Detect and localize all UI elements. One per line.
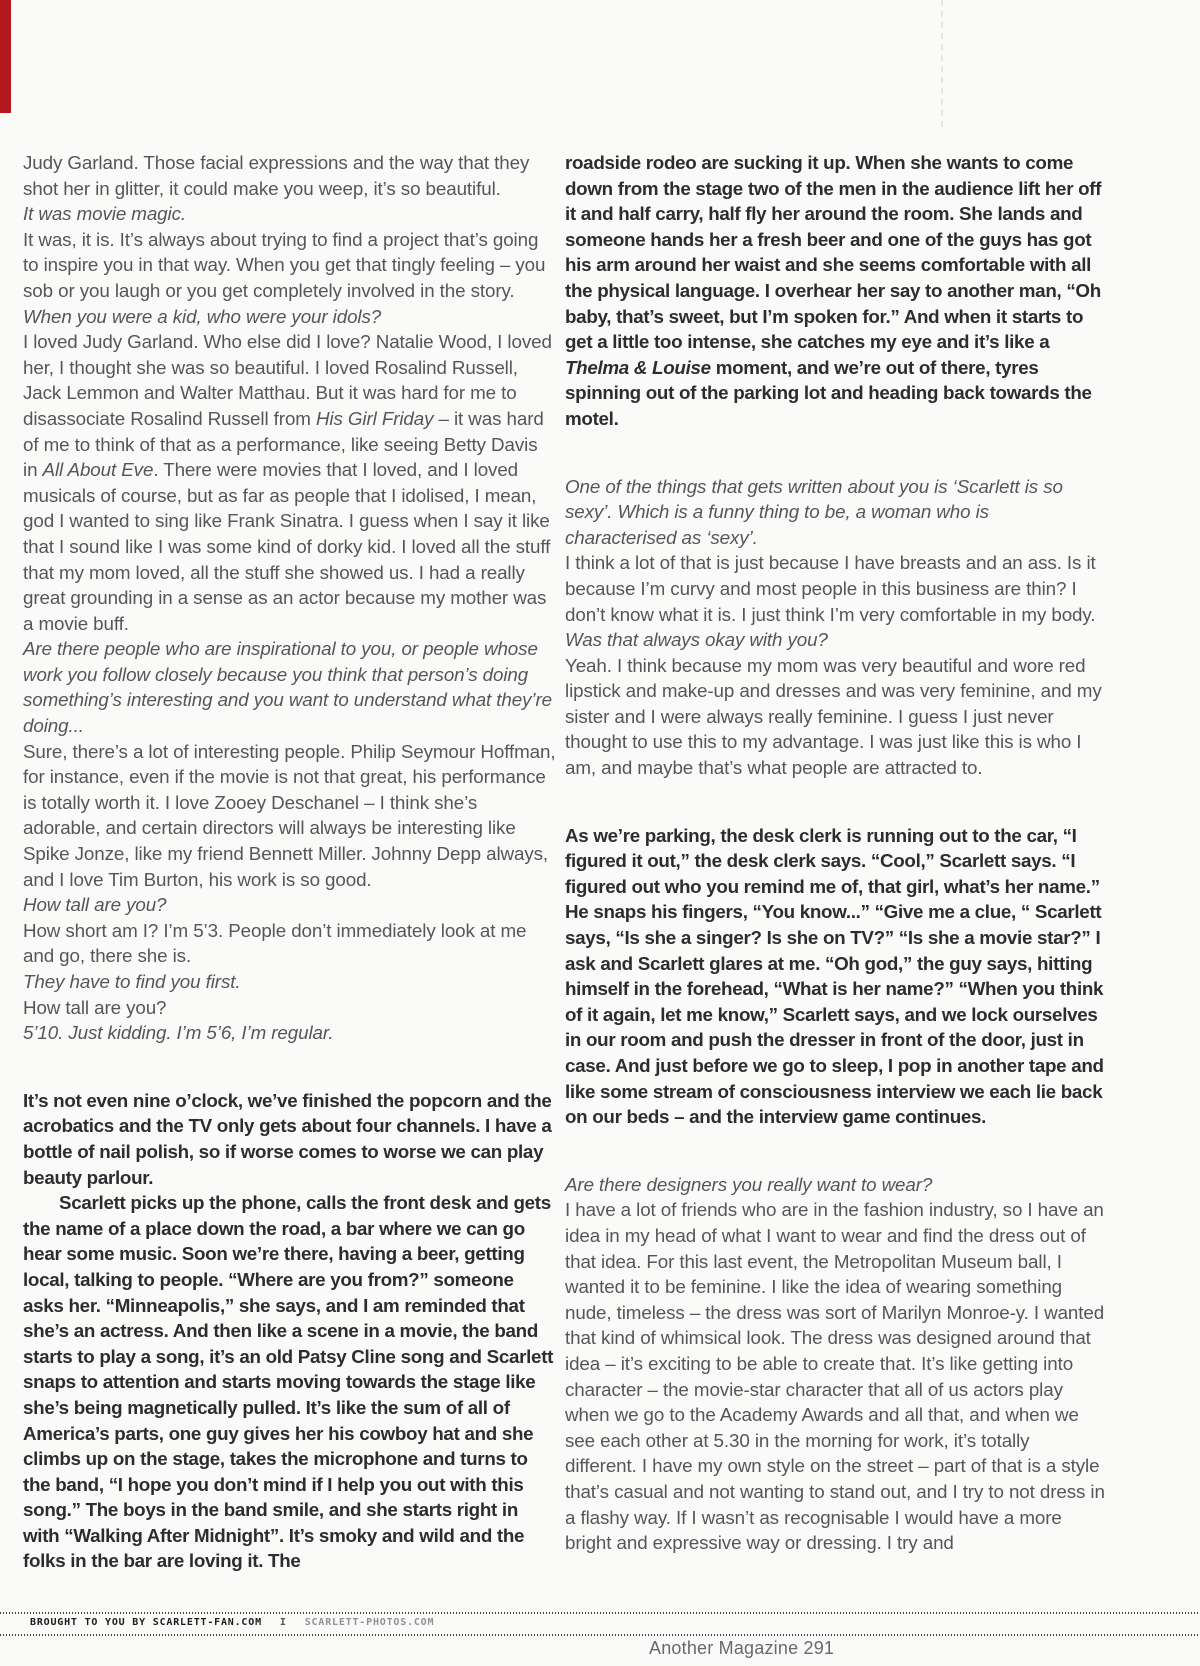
- paragraph-text: – it was hard of me to think of that as a performance, like seeing Betty Davis in: [23, 407, 544, 481]
- interview-question: [23, 1020, 556, 1046]
- paragraph-text: Was that always okay with you?: [565, 629, 828, 651]
- interview-answer: [23, 739, 556, 893]
- interview-answer: [23, 995, 556, 1021]
- interview-answer: [565, 653, 1105, 781]
- interview-answer: [23, 329, 556, 636]
- footer-dotted-rule-top: [0, 1612, 1200, 1614]
- paragraph-text: . There were movies that I loved, and I loved musicals of course, but as far as people that I idolised, I mean, god I wanted to sing like Frank Sinatra. I guess when I say it like that I sound like I was some kind of dorky kid. I loved all the stuff that my mom loved, all the stuff she showed us. I had a really great grounding in a sense as an actor because my mother was a movie buff.: [23, 459, 551, 634]
- paragraph-text: It was, it is. It’s always about trying to find a project that’s going to inspire you in that way. When you get that tingly feeling – you sob or you laugh or you get completely involved in the story.: [23, 228, 546, 301]
- interview-answer: [565, 1197, 1105, 1555]
- paragraph-text: One of the things that gets written about you is ‘Scarlett is so sexy’. Which is a funny thing to be, a woman who is characterised as ‘sexy’.: [565, 475, 1063, 548]
- narration-paragraph: [23, 1190, 556, 1574]
- movie-title: Thelma & Louise: [565, 356, 711, 378]
- paragraph-text: How short am I? I’m 5’3. People don’t immediately look at me and go, there she is.: [23, 919, 527, 967]
- paragraph-text: They have to find you first.: [23, 971, 241, 992]
- paragraph-text: Are there people who are inspirational to you, or people whose work you follow closely because you think that person’s doing something’s interesting and you want to understand what they’re doing...: [23, 638, 552, 737]
- interview-answer: [23, 918, 556, 969]
- interview-question: [23, 636, 556, 738]
- paragraph-text: It was movie magic.: [23, 203, 187, 225]
- paragraph-text: Sure, there’s a lot of interesting people. Philip Seymour Hoffman, for instance, even if the movie is not that great, his performance is totally worth it. I love Zooey Deschanel – I think she’s adorable, and certain directors will always be interesting like Spike Jonze, like my friend Bennett Miller. Johnny Depp always, and I love Tim Burton, his work is so good.: [23, 740, 556, 890]
- interview-question: [23, 304, 556, 330]
- paragraph-text: roadside rodeo are sucking it up. When she wants to come down from the stage two of the men in the audience lift her off it and half carry, half fly her around the room. She lands and someone hands her a fresh beer and one of the guys has got his arm around her waist and she seems comfortable with all the physical language. I overhear her say to another man, “Oh baby, that’s sweet, but I’m spoken for.” And when it starts to get a little too intense, she catches my eye and it’s like a: [565, 152, 1102, 353]
- magazine-page-credit: Another Magazine 291: [649, 1638, 835, 1658]
- paragraph-text: Judy Garland. Those facial expressions and the way that they shot her in glitter, it could make you weep, it’s so beautiful.: [23, 152, 530, 199]
- footer-credit-left: BROUGHT TO YOU BY SCARLETT-FAN.COM: [30, 1617, 262, 1628]
- interview-answer: [23, 150, 556, 201]
- narration-paragraph: [565, 823, 1105, 1130]
- paragraph-text: moment, and we’re out of there, tyres spinning out of the parking lot and heading back towards the motel.: [565, 356, 1092, 429]
- interview-answer: [23, 227, 556, 304]
- interview-answer: [565, 550, 1105, 627]
- interview-question: [23, 969, 556, 995]
- scan-crease-mark: [941, 0, 943, 130]
- footer-credit: [30, 1617, 434, 1628]
- paragraph-text: When you were a kid, who were your idols?: [23, 305, 382, 327]
- paragraph-text: I think a lot of that is just because I have breasts and an ass. Is it because I’m curvy and most people in this business are thin? I don’t know what it is. I just think I’m very comfortable in my body.: [565, 552, 1096, 625]
- paragraph-text: How tall are you?: [23, 894, 167, 916]
- movie-title: His Girl Friday: [315, 407, 434, 429]
- paragraph-text: 5’10. Just kidding. I’m 5’6, I’m regular.: [23, 1022, 334, 1044]
- narration-paragraph: [23, 1088, 556, 1190]
- interview-question: [565, 627, 1105, 653]
- interview-question: [23, 201, 556, 227]
- paragraph-text: I have a lot of friends who are in the fashion industry, so I have an idea in my head of what I want to wear and find the dress out of that idea. For this last event, the Metropolitan Museum ball, I wanted it to be feminine. I like the idea of wearing something nude, timeless – the dress was sort of Marilyn Monroe-y. I wanted that kind of whimsical look. The dress was designed around that idea – it’s exciting to be able to create that. It’s like getting into character – the movie-star character that all of us actors play when we go to the Academy Awards and all that, and when we see each other at 5.30 in the morning for work, it’s totally different. I have my own style on the street – part of that is a style that’s casual and not wanting to stand out, and I try to not dress in a flashy way. If I wasn’t as recognisable I would have a more bright and expressive way or dressing. I try and: [565, 1199, 1105, 1554]
- paragraph-text: I loved Judy Garland. Who else did I love? Natalie Wood, I loved her, I thought she was so beautiful. I loved Rosalind Russell, Jack Lemmon and Walter Matthau. But it was hard for me to disassociate Rosalind Russell from: [23, 331, 552, 429]
- interview-question: [565, 474, 1105, 551]
- paragraph-text: Scarlett picks up the phone, calls the front desk and gets the name of a place down the road, a bar where we can go hear some music. Soon we’re there, having a beer, getting local, talking to people. “Where are you from?” someone asks her. “Minneapolis,” she says, and I am reminded that she’s an actress. And then like a scene in a movie, the band starts to play a song, it’s an old Patsy Cline song and Scarlett snaps to attention and starts moving towards the stage like she’s being magnetically pulled. It’s like the sum of all of America’s parts, one guy gives her his cowboy hat and she climbs up on the stage, takes the microphone and turns to the band, “I hope you don’t mind if I help you out with this song.” The boys in the band smile, and she starts right in with “Walking After Midnight”. It’s smoky and wild and the folks in the bar are loving it. The: [23, 1192, 554, 1572]
- article-column-left: [23, 150, 556, 1574]
- paragraph-text: As we’re parking, the desk clerk is running out to the car, “I figured it out,” the desk clerk says. “Cool,” Scarlett says. “I figured out who you remind me of, that girl, what’s her name.” He snaps his fingers, “You know...” “Give me a clue, “ Scarlett says, “Is she a singer? Is she on TV?” “Is she a movie star?” I ask and Scarlett glares at me. “Oh god,” the guy says, hitting himself in the forehead, “What is her name?” “When you think of it again, let me know,” Scarlett says, and we lock ourselves in our room and push the dresser in front of the door, just in case. And just before we go to sleep, I pop in another tape and like some stream of consciousness interview we each lie back on our beds – and the interview game continues.: [565, 824, 1104, 1128]
- article-column-right: [565, 150, 1105, 1556]
- footer-dotted-rule-bottom: [0, 1634, 1200, 1636]
- narration-paragraph: [565, 150, 1105, 432]
- paragraph-text: Yeah. I think because my mom was very beautiful and wore red lipstick and make-up and dresses and was very feminine, and my sister and I were always really feminine. I guess I just never thought to use this to my advantage. I was just like this is who I am, and maybe that’s what people are attracted to.: [565, 654, 1102, 779]
- spine-red-mark: [0, 0, 11, 113]
- movie-title: All About Eve: [42, 459, 154, 481]
- paragraph-text: Are there designers you really want to wear?: [565, 1173, 933, 1195]
- interview-question: [565, 1172, 1105, 1198]
- interview-question: [23, 892, 556, 918]
- footer-credit-right: SCARLETT-PHOTOS.COM: [304, 1617, 435, 1628]
- footer-credit-separator: I: [279, 1617, 287, 1628]
- paragraph-text: How tall are you?: [23, 996, 167, 1018]
- paragraph-text: It’s not even nine o’clock, we’ve finished the popcorn and the acrobatics and the TV only gets about four channels. I have a bottle of nail polish, so if worse comes to worse we can play beauty parlour.: [23, 1089, 552, 1188]
